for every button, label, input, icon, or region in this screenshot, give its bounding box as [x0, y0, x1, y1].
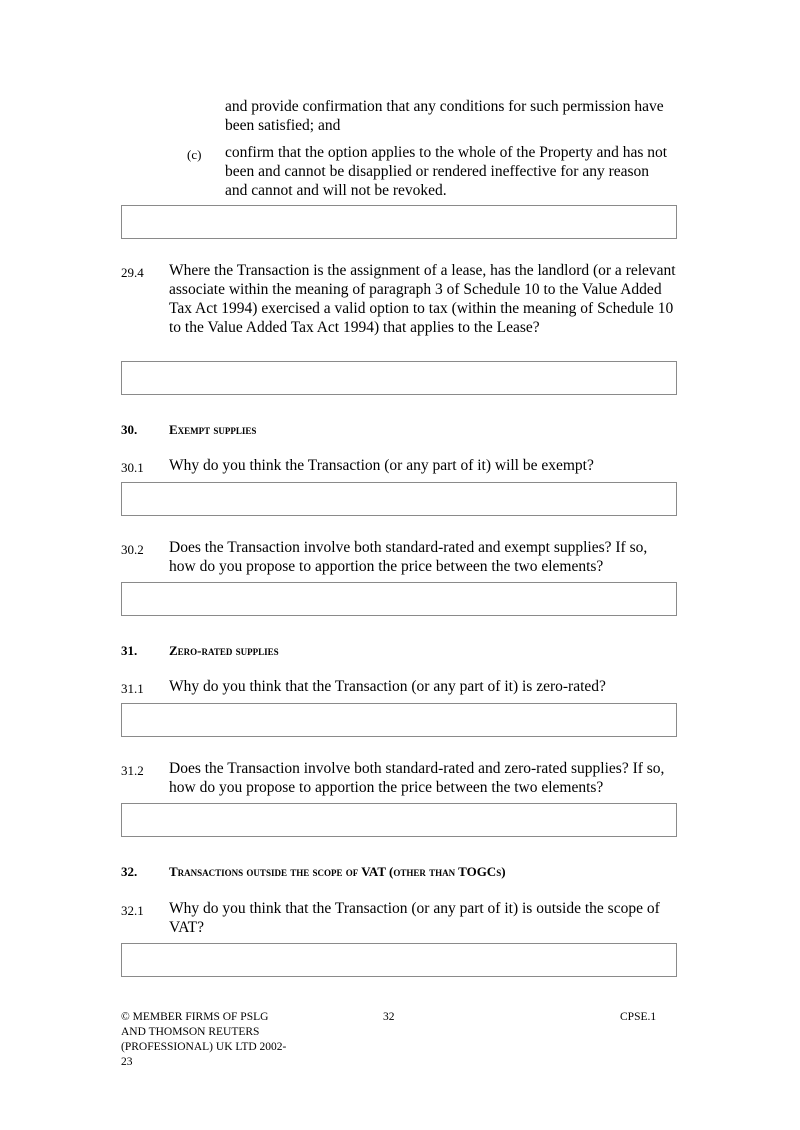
question-29-4-number: 29.4 — [121, 265, 144, 280]
answer-box-32-1[interactable] — [121, 943, 677, 977]
section-31-title: Zero-rated supplies — [169, 643, 279, 658]
continuation-text: and provide confirmation that any conditions for such permission have been satisfied; and — [225, 98, 664, 134]
question-30-1-number: 30.1 — [121, 460, 144, 475]
answer-box-30-1[interactable] — [121, 482, 677, 516]
item-c-label: (c) — [187, 147, 202, 162]
question-32-1-text: Why do you think that the Transaction (or any part of it) is outside the scope of VAT? — [169, 900, 660, 936]
section-30-title: Exempt supplies — [169, 422, 257, 437]
footer-page-number: 32 — [383, 1011, 395, 1023]
footer-copyright: © MEMBER FIRMS OF PSLG AND THOMSON REUTERS (PROFESSIONAL) UK LTD 2002-23 — [121, 1011, 287, 1068]
question-30-2-text: Does the Transaction involve both standard-rated and exempt supplies? If so, how do you propose to apportion the price between the two elements? — [169, 539, 648, 575]
question-29-4-text: Where the Transaction is the assignment of a lease, has the landlord (or a relevant associate within the meaning of paragraph 3 of Schedule 10 to the Value Added Tax Act 1994) exercised a valid option to tax (within the meaning of Schedule 10 to the Value Added Tax Act 1994) that applies to the Lease? — [169, 262, 676, 336]
answer-box-31-2[interactable] — [121, 803, 677, 837]
question-30-2-number: 30.2 — [121, 542, 144, 557]
answer-box-31-1[interactable] — [121, 703, 677, 737]
question-30-1-text: Why do you think the Transaction (or any part of it) will be exempt? — [169, 457, 594, 474]
section-31-number: 31. — [121, 643, 138, 658]
item-c-text: confirm that the option applies to the whole of the Property and has not been and cannot be disapplied or rendered ineffective for any reason and cannot and will not be revoked. — [225, 144, 668, 199]
answer-box-29-3[interactable] — [121, 205, 677, 239]
section-32-title: Transactions outside the scope of VAT (other than TOGCs) — [169, 864, 506, 879]
answer-box-29-4[interactable] — [121, 361, 677, 395]
question-32-1-number: 32.1 — [121, 903, 144, 918]
question-31-2-number: 31.2 — [121, 763, 144, 778]
section-30-number: 30. — [121, 422, 138, 437]
question-31-2-text: Does the Transaction involve both standard-rated and zero-rated supplies? If so, how do you propose to apportion the price between the two elements? — [169, 760, 665, 796]
answer-box-30-2[interactable] — [121, 582, 677, 616]
question-31-1-text: Why do you think that the Transaction (or any part of it) is zero-rated? — [169, 678, 606, 695]
question-31-1-number: 31.1 — [121, 681, 144, 696]
section-32-number: 32. — [121, 864, 138, 879]
footer-doc-code: CPSE.1 — [620, 1011, 657, 1023]
